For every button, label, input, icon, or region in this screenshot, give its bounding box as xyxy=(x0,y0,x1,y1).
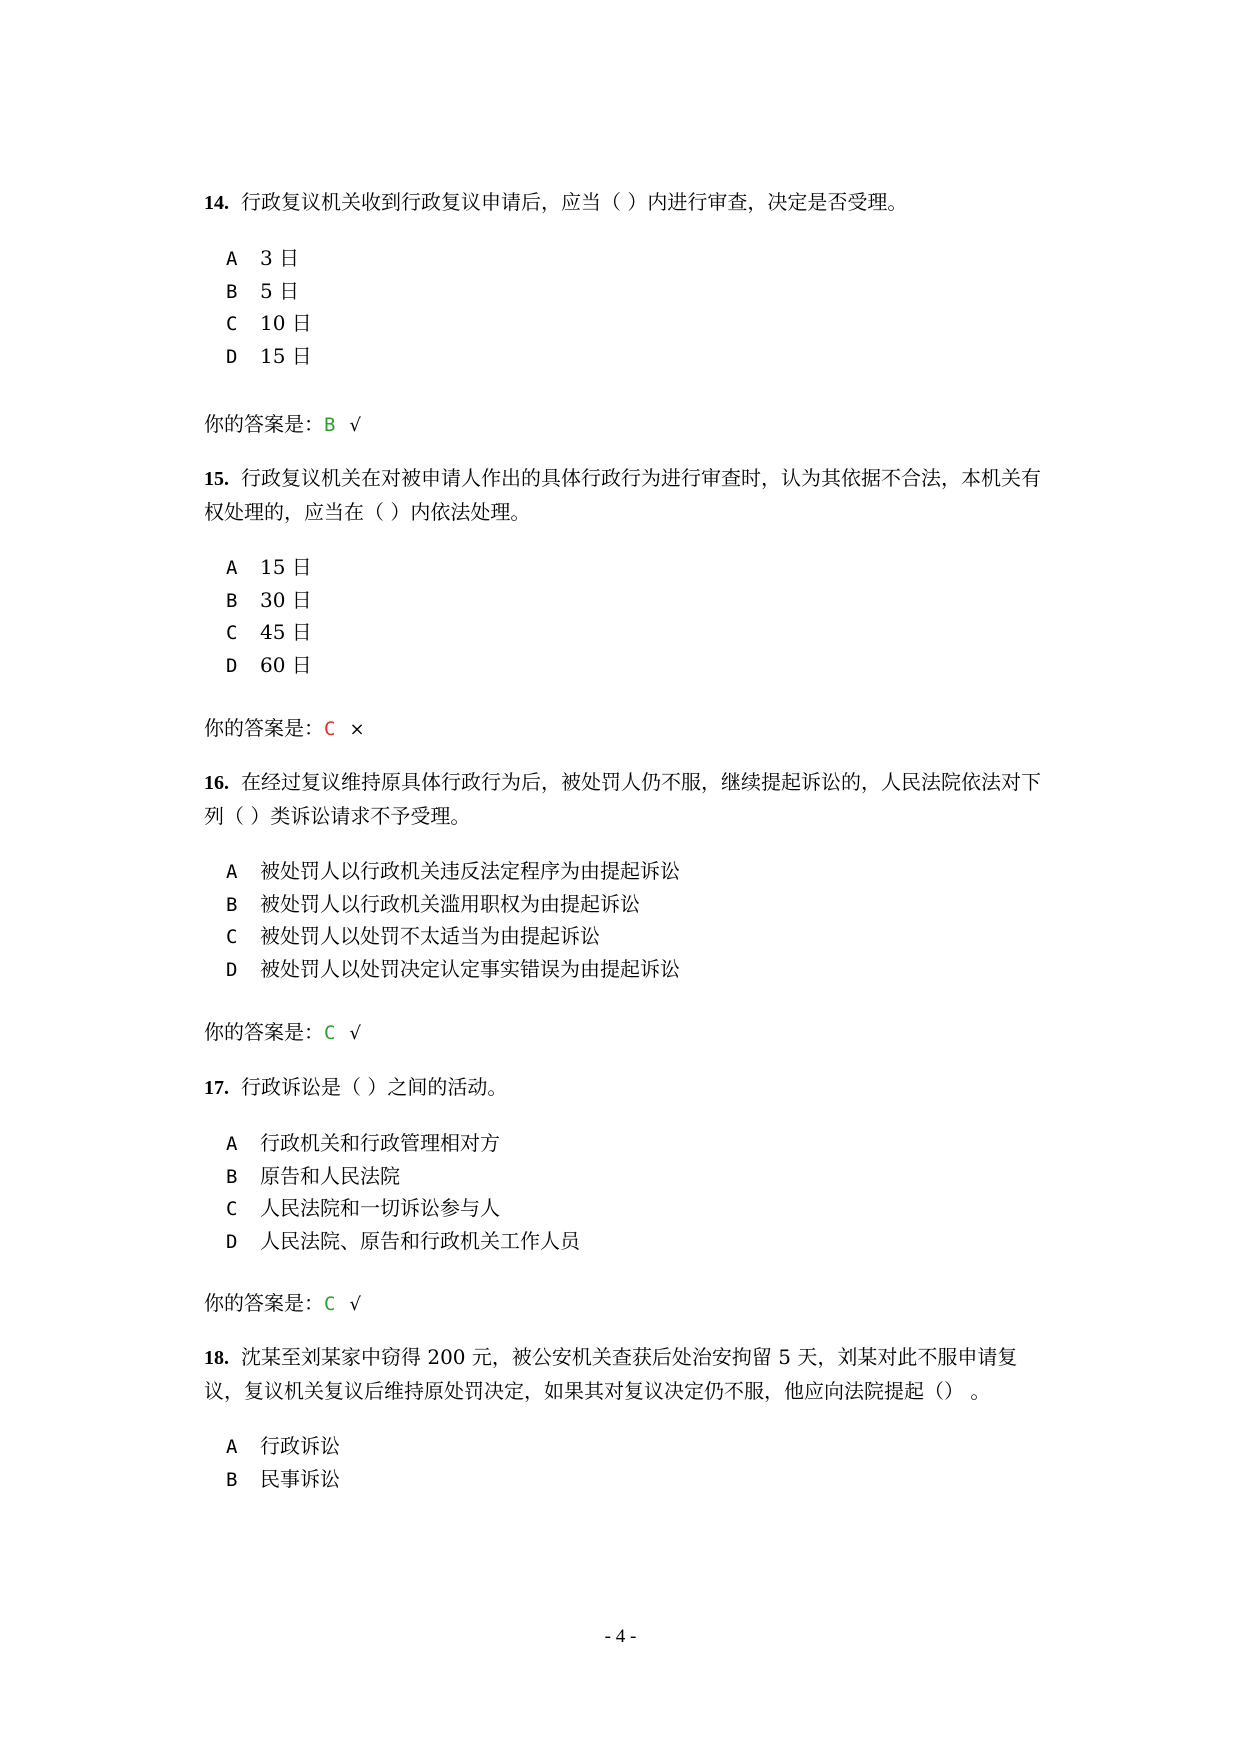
question-number: 15. xyxy=(204,468,229,490)
option-letter: D xyxy=(226,345,238,368)
question-text xyxy=(204,766,1054,833)
answer-16 xyxy=(204,1016,361,1050)
question-17 xyxy=(204,1071,1054,1257)
option-letter: D xyxy=(226,654,238,677)
option-letter: B xyxy=(226,893,238,916)
option-text: 60 日 xyxy=(260,652,312,677)
option-letter: C xyxy=(226,1198,238,1220)
option-list xyxy=(226,1430,1054,1495)
option-letter: A xyxy=(226,1133,238,1155)
question-14 xyxy=(204,186,1054,372)
answer-label: 你的答案是： xyxy=(204,716,324,740)
option-text: 人民法院和一切诉讼参与人 xyxy=(260,1196,500,1220)
answer-letter: C xyxy=(324,1293,336,1315)
option-text: 3 日 xyxy=(260,246,300,270)
option-d[interactable] xyxy=(226,1225,1054,1258)
option-text: 人民法院、原告和行政机关工作人员 xyxy=(260,1228,580,1253)
option-a[interactable] xyxy=(226,242,1054,275)
question-text xyxy=(204,462,1054,529)
question-18 xyxy=(204,1341,1054,1495)
option-b[interactable] xyxy=(226,1160,1054,1193)
question-body: 行政复议机关在对被申请人作出的具体行政行为进行审查时，认为其依据不合法，本机关有权处理的，应当在（ ）内依法处理。 xyxy=(204,466,1041,524)
answer-14 xyxy=(204,408,361,442)
option-text: 被处罚人以处罚不太适当为由提起诉讼 xyxy=(260,924,600,948)
option-text: 15 日 xyxy=(260,555,312,579)
question-text xyxy=(204,1071,1054,1105)
option-letter: B xyxy=(226,1165,238,1188)
option-letter: B xyxy=(226,1468,238,1491)
option-letter: C xyxy=(226,926,238,948)
option-letter: C xyxy=(226,622,238,644)
option-d[interactable] xyxy=(226,649,1054,682)
check-mark-icon: √ xyxy=(349,1294,361,1315)
option-text: 45 日 xyxy=(260,620,312,644)
question-body: 行政诉讼是（ ）之间的活动。 xyxy=(241,1075,508,1099)
option-a[interactable] xyxy=(226,855,1054,888)
cross-mark-icon: × xyxy=(349,719,365,740)
option-c[interactable] xyxy=(226,1192,1054,1225)
option-text: 被处罚人以处罚决定认定事实错误为由提起诉讼 xyxy=(260,956,680,981)
option-letter: A xyxy=(226,1436,238,1458)
option-c[interactable] xyxy=(226,616,1054,649)
option-list xyxy=(226,1127,1054,1257)
answer-label: 你的答案是： xyxy=(204,1291,324,1315)
option-letter: B xyxy=(226,280,238,303)
option-a[interactable] xyxy=(226,1127,1054,1160)
option-b[interactable] xyxy=(226,888,1054,921)
option-text: 30 日 xyxy=(260,587,312,612)
option-letter: C xyxy=(226,313,238,335)
option-letter: D xyxy=(226,1230,238,1253)
question-15 xyxy=(204,462,1054,681)
question-text xyxy=(204,186,1054,220)
option-c[interactable] xyxy=(226,307,1054,340)
option-letter: B xyxy=(226,589,238,612)
option-text: 15 日 xyxy=(260,343,312,368)
option-letter: A xyxy=(226,861,238,883)
option-text: 行政诉讼 xyxy=(260,1434,340,1458)
option-d[interactable] xyxy=(226,340,1054,373)
answer-letter: B xyxy=(324,414,336,436)
question-number: 14. xyxy=(204,192,229,214)
answer-letter: C xyxy=(324,1022,336,1044)
option-text: 10 日 xyxy=(260,311,312,335)
question-body: 沈某至刘某家中窃得 200 元，被公安机关查获后处治安拘留 5 天，刘某对此不服申请复议，复议机关复议后维持原处罚决定，如果其对复议决定仍不服，他应向法院提起（） 。 xyxy=(204,1345,1018,1403)
option-c[interactable] xyxy=(226,920,1054,953)
check-mark-icon: √ xyxy=(349,415,361,436)
option-text: 原告和人民法院 xyxy=(260,1163,400,1188)
option-b[interactable] xyxy=(226,275,1054,308)
question-16 xyxy=(204,766,1054,985)
option-text: 民事诉讼 xyxy=(260,1466,340,1491)
question-number: 16. xyxy=(204,772,229,794)
option-text: 被处罚人以行政机关违反法定程序为由提起诉讼 xyxy=(260,859,680,883)
question-number: 17. xyxy=(204,1077,229,1099)
answer-letter: C xyxy=(324,718,336,740)
option-letter: A xyxy=(226,248,238,270)
option-letter: D xyxy=(226,958,238,981)
option-list xyxy=(226,551,1054,681)
option-letter: A xyxy=(226,557,238,579)
option-d[interactable] xyxy=(226,953,1054,986)
question-number: 18. xyxy=(204,1347,229,1369)
option-list xyxy=(226,855,1054,985)
answer-17 xyxy=(204,1287,361,1321)
question-text xyxy=(204,1341,1054,1408)
option-b[interactable] xyxy=(226,584,1054,617)
answer-15 xyxy=(204,712,365,746)
option-a[interactable] xyxy=(226,1430,1054,1463)
answer-label: 你的答案是： xyxy=(204,412,324,436)
page-number: - 4 - xyxy=(604,1626,637,1647)
option-text: 行政机关和行政管理相对方 xyxy=(260,1131,500,1155)
check-mark-icon: √ xyxy=(349,1023,361,1044)
answer-label: 你的答案是： xyxy=(204,1020,324,1044)
question-body: 在经过复议维持原具体行政行为后，被处罚人仍不服，继续提起诉讼的，人民法院依法对下列（ ）类诉讼请求不予受理。 xyxy=(204,770,1041,828)
option-list xyxy=(226,242,1054,372)
option-b[interactable] xyxy=(226,1463,1054,1496)
question-body: 行政复议机关收到行政复议申请后，应当（ ）内进行审查，决定是否受理。 xyxy=(241,190,908,214)
option-a[interactable] xyxy=(226,551,1054,584)
option-text: 被处罚人以行政机关滥用职权为由提起诉讼 xyxy=(260,891,640,916)
option-text: 5 日 xyxy=(260,278,300,303)
